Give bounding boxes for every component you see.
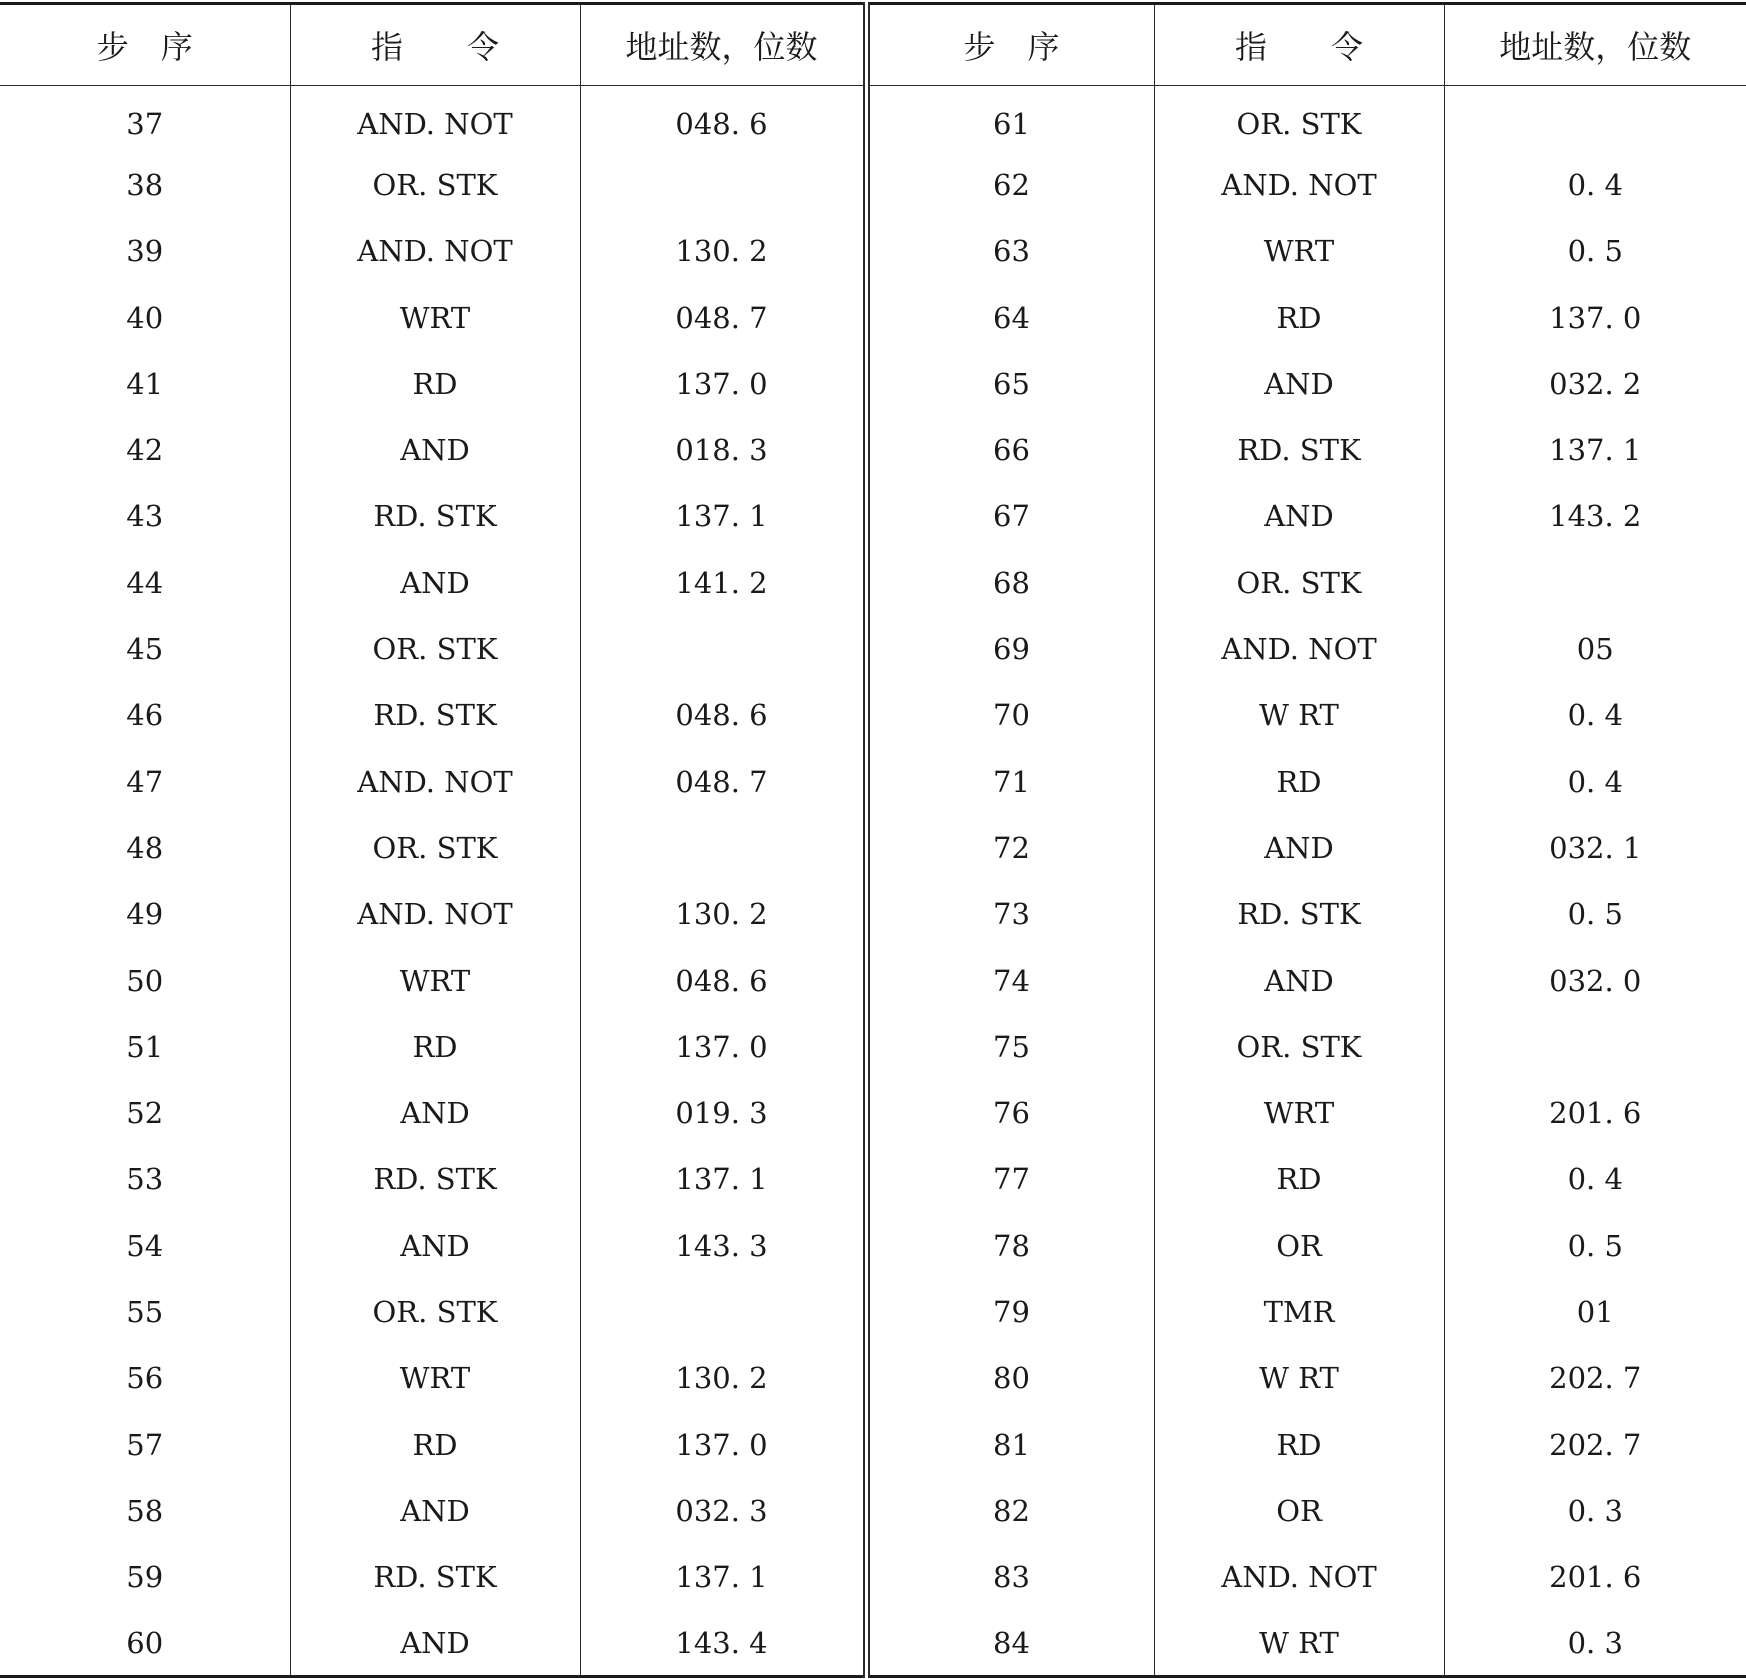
instruction-left-cell: AND. NOT <box>290 748 580 814</box>
address-right-cell: 0. 3 <box>1444 1610 1746 1676</box>
step-left-cell: 50 <box>126 963 164 998</box>
step-right-cell: 63 <box>866 218 1154 284</box>
instruction-left-cell: AND. NOT <box>290 218 580 284</box>
instruction-left-cell: WRT <box>290 947 580 1013</box>
address-right-cell: 0. 5 <box>1444 218 1746 284</box>
step-left-cell: 59 <box>126 1560 164 1595</box>
step-right-cell: 84 <box>866 1610 1154 1676</box>
step-left-cell: 60 <box>0 1610 290 1676</box>
step-left-cell: 56 <box>126 1361 164 1396</box>
table-row <box>0 616 1746 682</box>
address-right-cell <box>1444 1014 1746 1080</box>
instruction-left-cell: OR. STK <box>290 616 580 682</box>
instruction-right-cell: OR. STK <box>1154 86 1444 152</box>
address-right-cell: 202. 7 <box>1444 1345 1746 1411</box>
address-right-cell: 0. 3 <box>1444 1478 1746 1544</box>
step-left-cell: 42 <box>126 433 164 468</box>
address-right-cell: 032. 0 <box>1444 947 1746 1013</box>
step-right-cell: 74 <box>866 947 1154 1013</box>
step-left-cell: 45 <box>126 632 164 667</box>
step-right-cell: 81 <box>866 1411 1154 1477</box>
table-body <box>0 86 1746 1677</box>
step-right-cell: 66 <box>866 417 1154 483</box>
step-left-cell: 46 <box>126 698 164 733</box>
address-right-cell: 0. 4 <box>1444 682 1746 748</box>
instruction-right-cell: AND. NOT <box>1154 1544 1444 1610</box>
step-right-cell: 61 <box>866 86 1154 152</box>
header-instruction-left: 指 令 <box>290 4 580 86</box>
address-right-cell: 137. 0 <box>1444 284 1746 350</box>
instruction-right-cell: OR <box>1154 1478 1444 1544</box>
instruction-left-cell: OR. STK <box>290 1279 580 1345</box>
table-row <box>0 1478 1746 1544</box>
instruction-right-cell: AND <box>1154 483 1444 549</box>
step-right-cell: 75 <box>866 1014 1154 1080</box>
step-left-cell: 39 <box>126 234 164 269</box>
instruction-left-cell: AND <box>290 1213 580 1279</box>
address-right-cell: 0. 4 <box>1444 748 1746 814</box>
instruction-left-cell: WRT <box>290 284 580 350</box>
table-row <box>0 881 1746 947</box>
step-left-cell: 43 <box>126 499 164 534</box>
table-row <box>0 550 1746 616</box>
table-row <box>0 1146 1746 1212</box>
instruction-left-cell: RD. STK <box>290 1544 580 1610</box>
step-right-cell: 71 <box>866 748 1154 814</box>
instruction-left-cell: AND <box>290 550 580 616</box>
instruction-right-cell: TMR <box>1154 1279 1444 1345</box>
address-left-cell: 018. 3 <box>580 417 866 483</box>
table-row <box>0 1610 1746 1676</box>
header-row <box>0 4 1746 86</box>
table-row <box>0 86 1746 152</box>
instruction-right-cell: WRT <box>1154 218 1444 284</box>
address-left-cell: 143. 3 <box>580 1213 866 1279</box>
address-left-cell: 137. 0 <box>580 1411 866 1477</box>
instruction-left-cell: AND <box>290 1610 580 1676</box>
step-right-cell: 76 <box>866 1080 1154 1146</box>
address-left-cell <box>580 152 866 218</box>
instruction-right-cell: AND <box>1154 815 1444 881</box>
header-step-right: 步 序 <box>866 4 1154 86</box>
address-left-cell: 019. 3 <box>580 1080 866 1146</box>
instruction-right-cell: W RT <box>1154 1345 1444 1411</box>
table-row <box>0 483 1746 549</box>
instruction-right-cell: RD <box>1154 748 1444 814</box>
address-left-cell <box>580 1279 866 1345</box>
plc-program-table-container <box>0 2 1746 1678</box>
step-left-cell: 49 <box>126 897 164 932</box>
instruction-left-cell: AND. NOT <box>290 881 580 947</box>
step-left-cell: 57 <box>126 1427 164 1462</box>
instruction-right-cell: W RT <box>1154 682 1444 748</box>
address-left-cell: 141. 2 <box>580 550 866 616</box>
address-left-cell: 048. 7 <box>580 284 866 350</box>
step-right-cell: 64 <box>866 284 1154 350</box>
header-instruction-right: 指 令 <box>1154 4 1444 86</box>
instruction-right-cell: AND <box>1154 947 1444 1013</box>
step-left-cell: 44 <box>126 565 164 600</box>
step-right-cell: 65 <box>866 351 1154 417</box>
instruction-left-cell: RD. STK <box>290 682 580 748</box>
address-right-cell: 0. 5 <box>1444 1213 1746 1279</box>
instruction-left-cell: WRT <box>290 1345 580 1411</box>
address-right-cell <box>1444 550 1746 616</box>
plc-instruction-table <box>0 2 1746 1678</box>
address-right-cell <box>1444 86 1746 152</box>
step-left-cell: 40 <box>126 300 164 335</box>
address-right-cell: 0. 4 <box>1444 1146 1746 1212</box>
table-row <box>0 152 1746 218</box>
step-left-cell: 54 <box>126 1228 164 1263</box>
step-right-cell: 79 <box>866 1279 1154 1345</box>
instruction-left-cell: RD. STK <box>290 1146 580 1212</box>
address-right-cell: 201. 6 <box>1444 1080 1746 1146</box>
table-row <box>0 284 1746 350</box>
instruction-right-cell: WRT <box>1154 1080 1444 1146</box>
address-left-cell: 137. 1 <box>580 1544 866 1610</box>
address-left-cell: 048. 6 <box>580 682 866 748</box>
address-left-cell: 048. 6 <box>580 947 866 1013</box>
instruction-right-cell: RD <box>1154 1411 1444 1477</box>
address-left-cell: 137. 0 <box>580 351 866 417</box>
instruction-right-cell: RD <box>1154 284 1444 350</box>
address-right-cell: 032. 2 <box>1444 351 1746 417</box>
instruction-left-cell: OR. STK <box>290 152 580 218</box>
instruction-right-cell: RD <box>1154 1146 1444 1212</box>
step-right-cell: 80 <box>866 1345 1154 1411</box>
address-left-cell: 032. 3 <box>580 1478 866 1544</box>
table-row <box>0 947 1746 1013</box>
header-address-left: 地址数，位数 <box>580 4 866 86</box>
address-left-cell: 137. 0 <box>580 1014 866 1080</box>
instruction-left-cell: AND. NOT <box>290 86 580 152</box>
step-right-cell: 77 <box>866 1146 1154 1212</box>
address-left-cell: 130. 2 <box>580 881 866 947</box>
table-row <box>0 1345 1746 1411</box>
table-row <box>0 218 1746 284</box>
table-row <box>0 682 1746 748</box>
address-right-cell: 032. 1 <box>1444 815 1746 881</box>
address-right-cell: 202. 7 <box>1444 1411 1746 1477</box>
table-row <box>0 815 1746 881</box>
address-left-cell <box>580 616 866 682</box>
table-row <box>0 1411 1746 1477</box>
address-left-cell <box>580 815 866 881</box>
address-left-cell: 048. 7 <box>580 748 866 814</box>
instruction-left-cell: AND <box>290 417 580 483</box>
address-right-cell: 0. 5 <box>1444 881 1746 947</box>
table-row <box>0 1213 1746 1279</box>
instruction-right-cell: AND <box>1154 351 1444 417</box>
step-right-cell: 83 <box>866 1544 1154 1610</box>
step-right-cell: 70 <box>866 682 1154 748</box>
step-left-cell: 41 <box>126 366 164 401</box>
step-right-cell: 82 <box>866 1478 1154 1544</box>
table-row <box>0 351 1746 417</box>
instruction-right-cell: OR. STK <box>1154 550 1444 616</box>
step-right-cell: 62 <box>866 152 1154 218</box>
address-left-cell: 137. 1 <box>580 483 866 549</box>
step-left-cell: 47 <box>126 764 164 799</box>
step-right-cell: 68 <box>866 550 1154 616</box>
step-right-cell: 67 <box>866 483 1154 549</box>
step-left-cell: 51 <box>126 1029 164 1064</box>
instruction-left-cell: RD <box>290 1411 580 1477</box>
table-row <box>0 1080 1746 1146</box>
address-left-cell: 137. 1 <box>580 1146 866 1212</box>
table-row <box>0 1279 1746 1345</box>
instruction-left-cell: RD. STK <box>290 483 580 549</box>
header-step-left: 步 序 <box>0 4 290 86</box>
instruction-left-cell: RD <box>290 351 580 417</box>
table-row <box>0 417 1746 483</box>
step-left-cell: 48 <box>126 830 164 865</box>
address-left-cell: 130. 2 <box>580 218 866 284</box>
step-left-cell: 53 <box>126 1162 164 1197</box>
step-right-cell: 72 <box>866 815 1154 881</box>
instruction-left-cell: AND <box>290 1080 580 1146</box>
step-left-cell: 38 <box>126 167 164 202</box>
step-left-cell: 52 <box>126 1096 164 1131</box>
address-right-cell: 01 <box>1444 1279 1746 1345</box>
table-row <box>0 748 1746 814</box>
step-left-cell: 58 <box>126 1493 164 1528</box>
instruction-right-cell: OR <box>1154 1213 1444 1279</box>
step-right-cell: 73 <box>866 881 1154 947</box>
table-row <box>0 1014 1746 1080</box>
instruction-right-cell: W RT <box>1154 1610 1444 1676</box>
instruction-right-cell: AND. NOT <box>1154 152 1444 218</box>
address-right-cell: 137. 1 <box>1444 417 1746 483</box>
instruction-right-cell: AND. NOT <box>1154 616 1444 682</box>
address-left-cell: 048. 6 <box>580 86 866 152</box>
instruction-right-cell: RD. STK <box>1154 881 1444 947</box>
instruction-right-cell: OR. STK <box>1154 1014 1444 1080</box>
address-left-cell: 143. 4 <box>580 1610 866 1676</box>
address-right-cell: 0. 4 <box>1444 152 1746 218</box>
step-left-cell: 37 <box>126 106 164 141</box>
address-right-cell: 143. 2 <box>1444 483 1746 549</box>
address-left-cell: 130. 2 <box>580 1345 866 1411</box>
address-right-cell: 05 <box>1444 616 1746 682</box>
instruction-left-cell: AND <box>290 1478 580 1544</box>
step-right-cell: 78 <box>866 1213 1154 1279</box>
instruction-right-cell: RD. STK <box>1154 417 1444 483</box>
address-right-cell: 201. 6 <box>1444 1544 1746 1610</box>
step-left-cell: 55 <box>126 1294 164 1329</box>
instruction-left-cell: RD <box>290 1014 580 1080</box>
step-right-cell: 69 <box>866 616 1154 682</box>
header-address-right: 地址数，位数 <box>1444 4 1746 86</box>
table-row <box>0 1544 1746 1610</box>
instruction-left-cell: OR. STK <box>290 815 580 881</box>
